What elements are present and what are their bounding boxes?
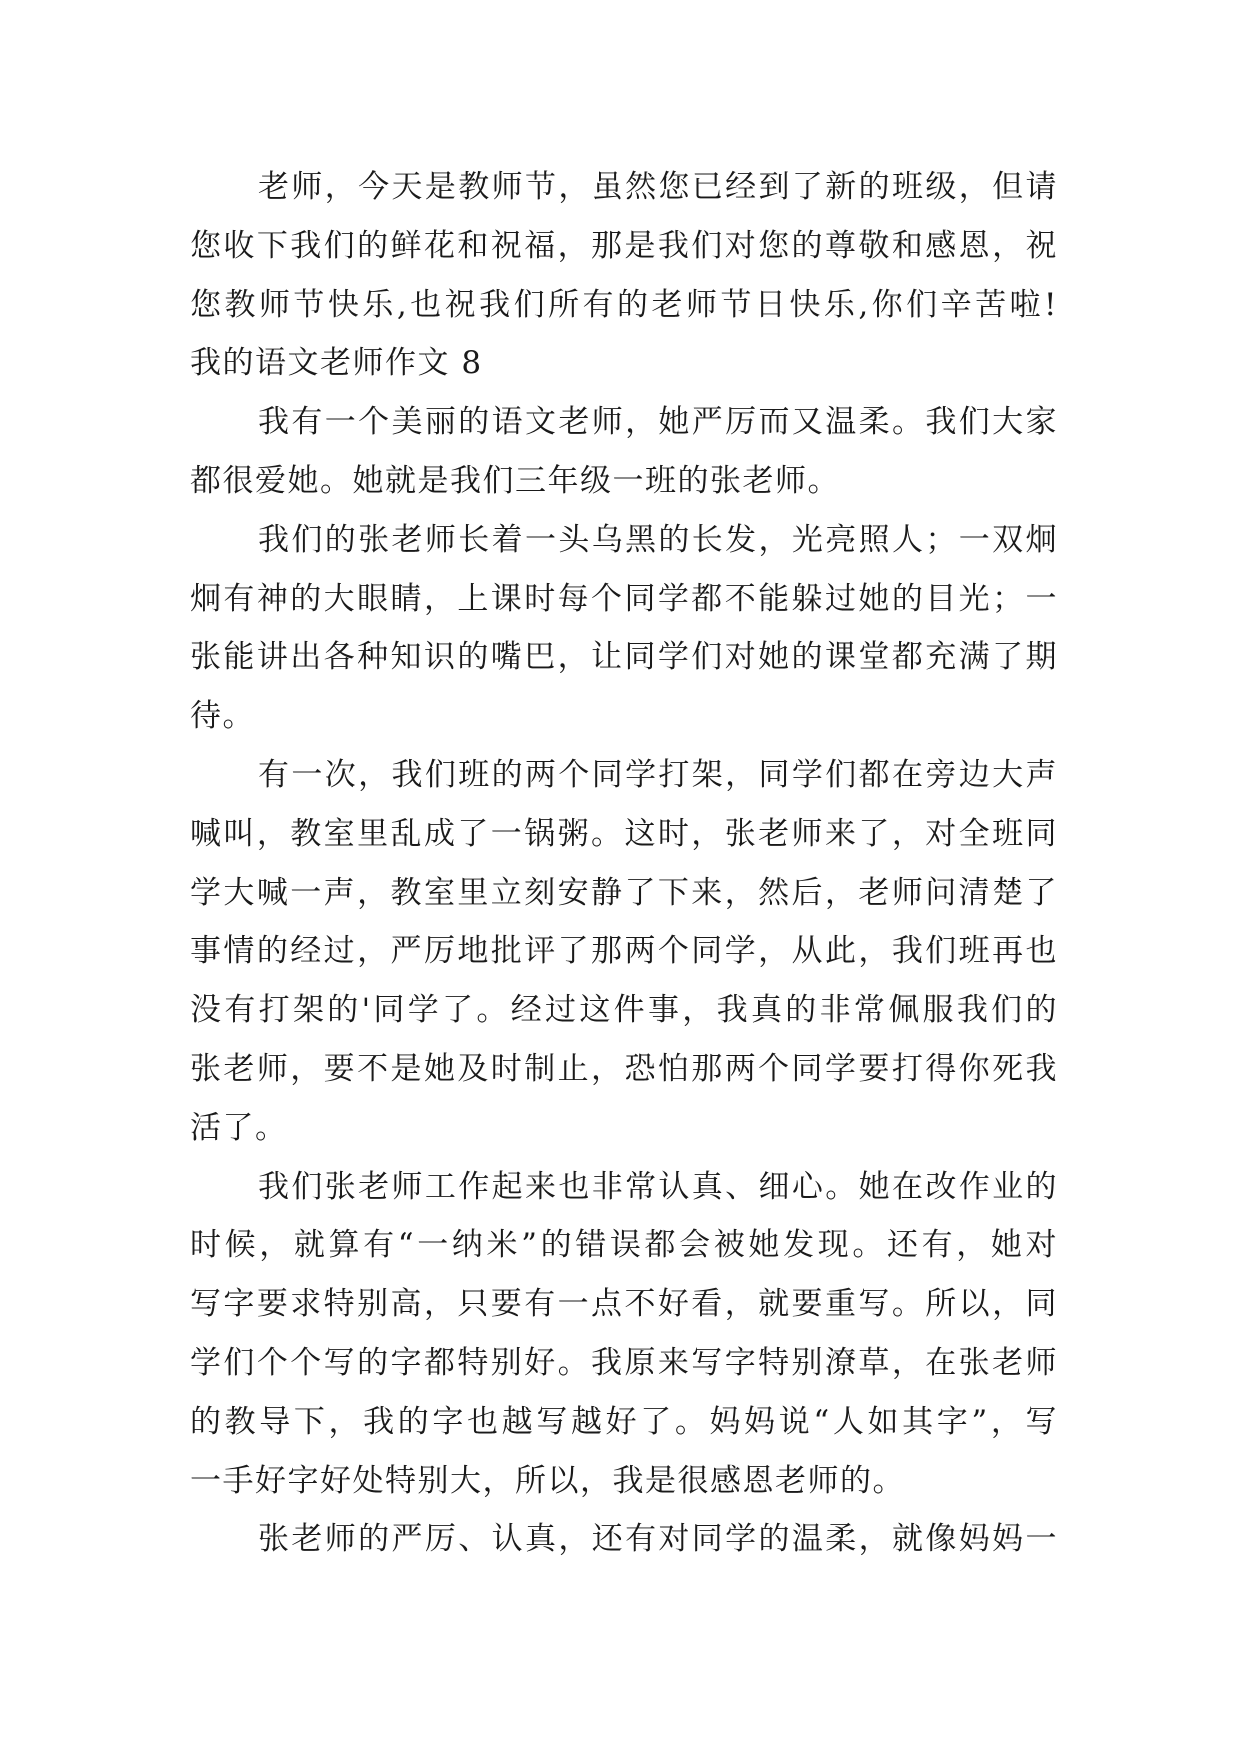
text-line: 的教导下，我的字也越写越好了。妈妈说“人如其字”，写 (190, 1403, 1058, 1440)
text-line: 时候，就算有“一纳米”的错误都会被她发现。还有，她对 (190, 1227, 1058, 1264)
text-line: 张老师，要不是她及时制止，恐怕那两个同学要打得你死我 (190, 1050, 1058, 1087)
text-line: 写字要求特别高，只要有一点不好看，就要重写。所以，同 (190, 1286, 1058, 1323)
text-line: 一手好字好处特别大，所以，我是很感恩老师的。 (190, 1462, 905, 1499)
text-line: 我的语文老师作文 8 (190, 345, 483, 382)
text-line: 您教师节快乐,也祝我们所有的老师节日快乐,你们辛苦啦! (190, 286, 1058, 323)
text-line: 张能讲出各种知识的嘴巴，让同学们对她的课堂都充满了期 (190, 639, 1058, 676)
text-line: 您收下我们的鲜花和祝福，那是我们对您的尊敬和感恩，祝 (190, 227, 1058, 264)
document-body (190, 158, 1058, 1569)
text-line: 学们个个写的字都特别好。我原来写字特别潦草，在张老师 (190, 1344, 1058, 1381)
text-line: 都很爱她。她就是我们三年级一班的张老师。 (190, 462, 840, 499)
paragraph-first-line: 老师，今天是教师节，虽然您已经到了新的班级，但请 (258, 169, 1058, 205)
paragraph-first-line: 有一次，我们班的两个同学打架，同学们都在旁边大声 (258, 756, 1058, 793)
text-line: 学大喊一声，教室里立刻安静了下来，然后，老师问清楚了 (190, 874, 1058, 911)
text-line: 没有打架的'同学了。经过这件事，我真的非常佩服我们的 (190, 992, 1058, 1029)
paragraph-first-line: 我们的张老师长着一头乌黑的长发，光亮照人；一双炯 (258, 521, 1058, 558)
text-line: 炯有神的大眼睛，上课时每个同学都不能躲过她的目光；一 (190, 580, 1058, 617)
paragraph-first-line: 张老师的严厉、认真，还有对同学的温柔，就像妈妈一 (258, 1521, 1058, 1558)
paragraph-first-line: 我有一个美丽的语文老师，她严厉而又温柔。我们大家 (258, 404, 1058, 441)
paragraph-first-line: 我们张老师工作起来也非常认真、细心。她在改作业的 (258, 1168, 1058, 1205)
text-line: 事情的经过，严厉地批评了那两个同学，从此，我们班再也 (190, 933, 1058, 970)
text-line: 活了。 (190, 1109, 288, 1146)
text-line: 喊叫，教室里乱成了一锅粥。这时，张老师来了，对全班同 (190, 815, 1058, 852)
text-line: 待。 (190, 698, 255, 735)
